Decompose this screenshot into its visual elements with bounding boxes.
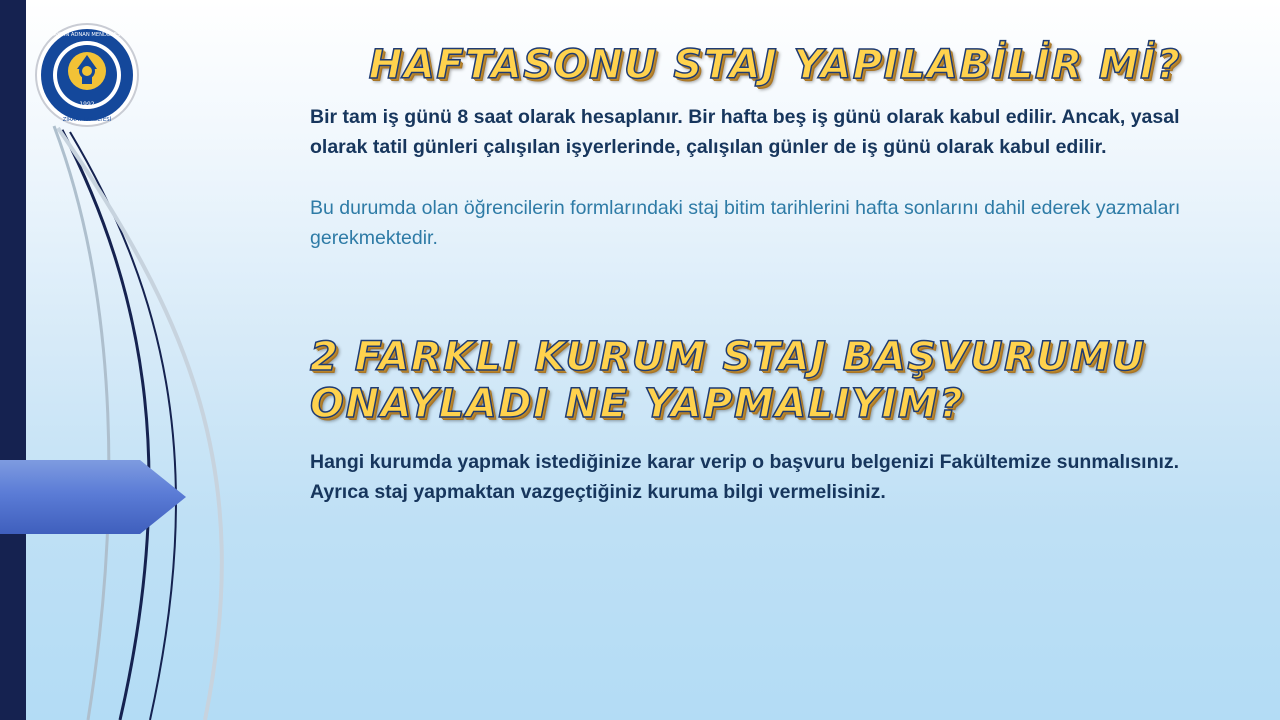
left-navy-band	[0, 0, 26, 720]
svg-text:AYDIN ADNAN MENDERES: AYDIN ADNAN MENDERES	[53, 32, 121, 38]
blue-arrow-accent	[0, 452, 186, 542]
paragraph-choose-institution: Hangi kurumda yapmak istediğinize karar verip o başvuru belgenizi Fakültemize sunmalısınız. Ayrıca staj yapmaktan vazgeçtiğiniz kuruma bilgi vermelisiniz.	[310, 451, 1180, 503]
university-logo-icon	[34, 22, 140, 128]
paragraph-workday-rules: Bir tam iş günü 8 saat olarak hesaplanır. Bir hafta beş iş günü olarak kabul edilir. Ancak, yasal olarak tatil günleri çalışılan işyerlerinde, çalışılan günler de iş günü olarak kabul edilir.	[310, 106, 1180, 158]
heading-two-approvals: 2 FARKLI KURUM STAJ BAŞVURUMU ONAYLADI NE YAPMALIYIM?	[310, 333, 1146, 427]
spacer-2	[310, 260, 1240, 334]
svg-text:1992: 1992	[79, 101, 95, 108]
paragraph-form-dates-note: Bu durumda olan öğrencilerin formlarındaki staj bitim tarihlerini hafta sonlarını dahil ederek yazmaları gerekmektedir.	[310, 197, 1181, 250]
svg-text:ZİRAAT FAKÜLTESİ: ZİRAAT FAKÜLTESİ	[62, 117, 112, 123]
heading-weekend-internship: HAFTASONU STAJ YAPILABİLİR Mİ?	[368, 42, 1182, 88]
spacer-1	[310, 168, 1240, 194]
slide-content	[310, 42, 1240, 513]
